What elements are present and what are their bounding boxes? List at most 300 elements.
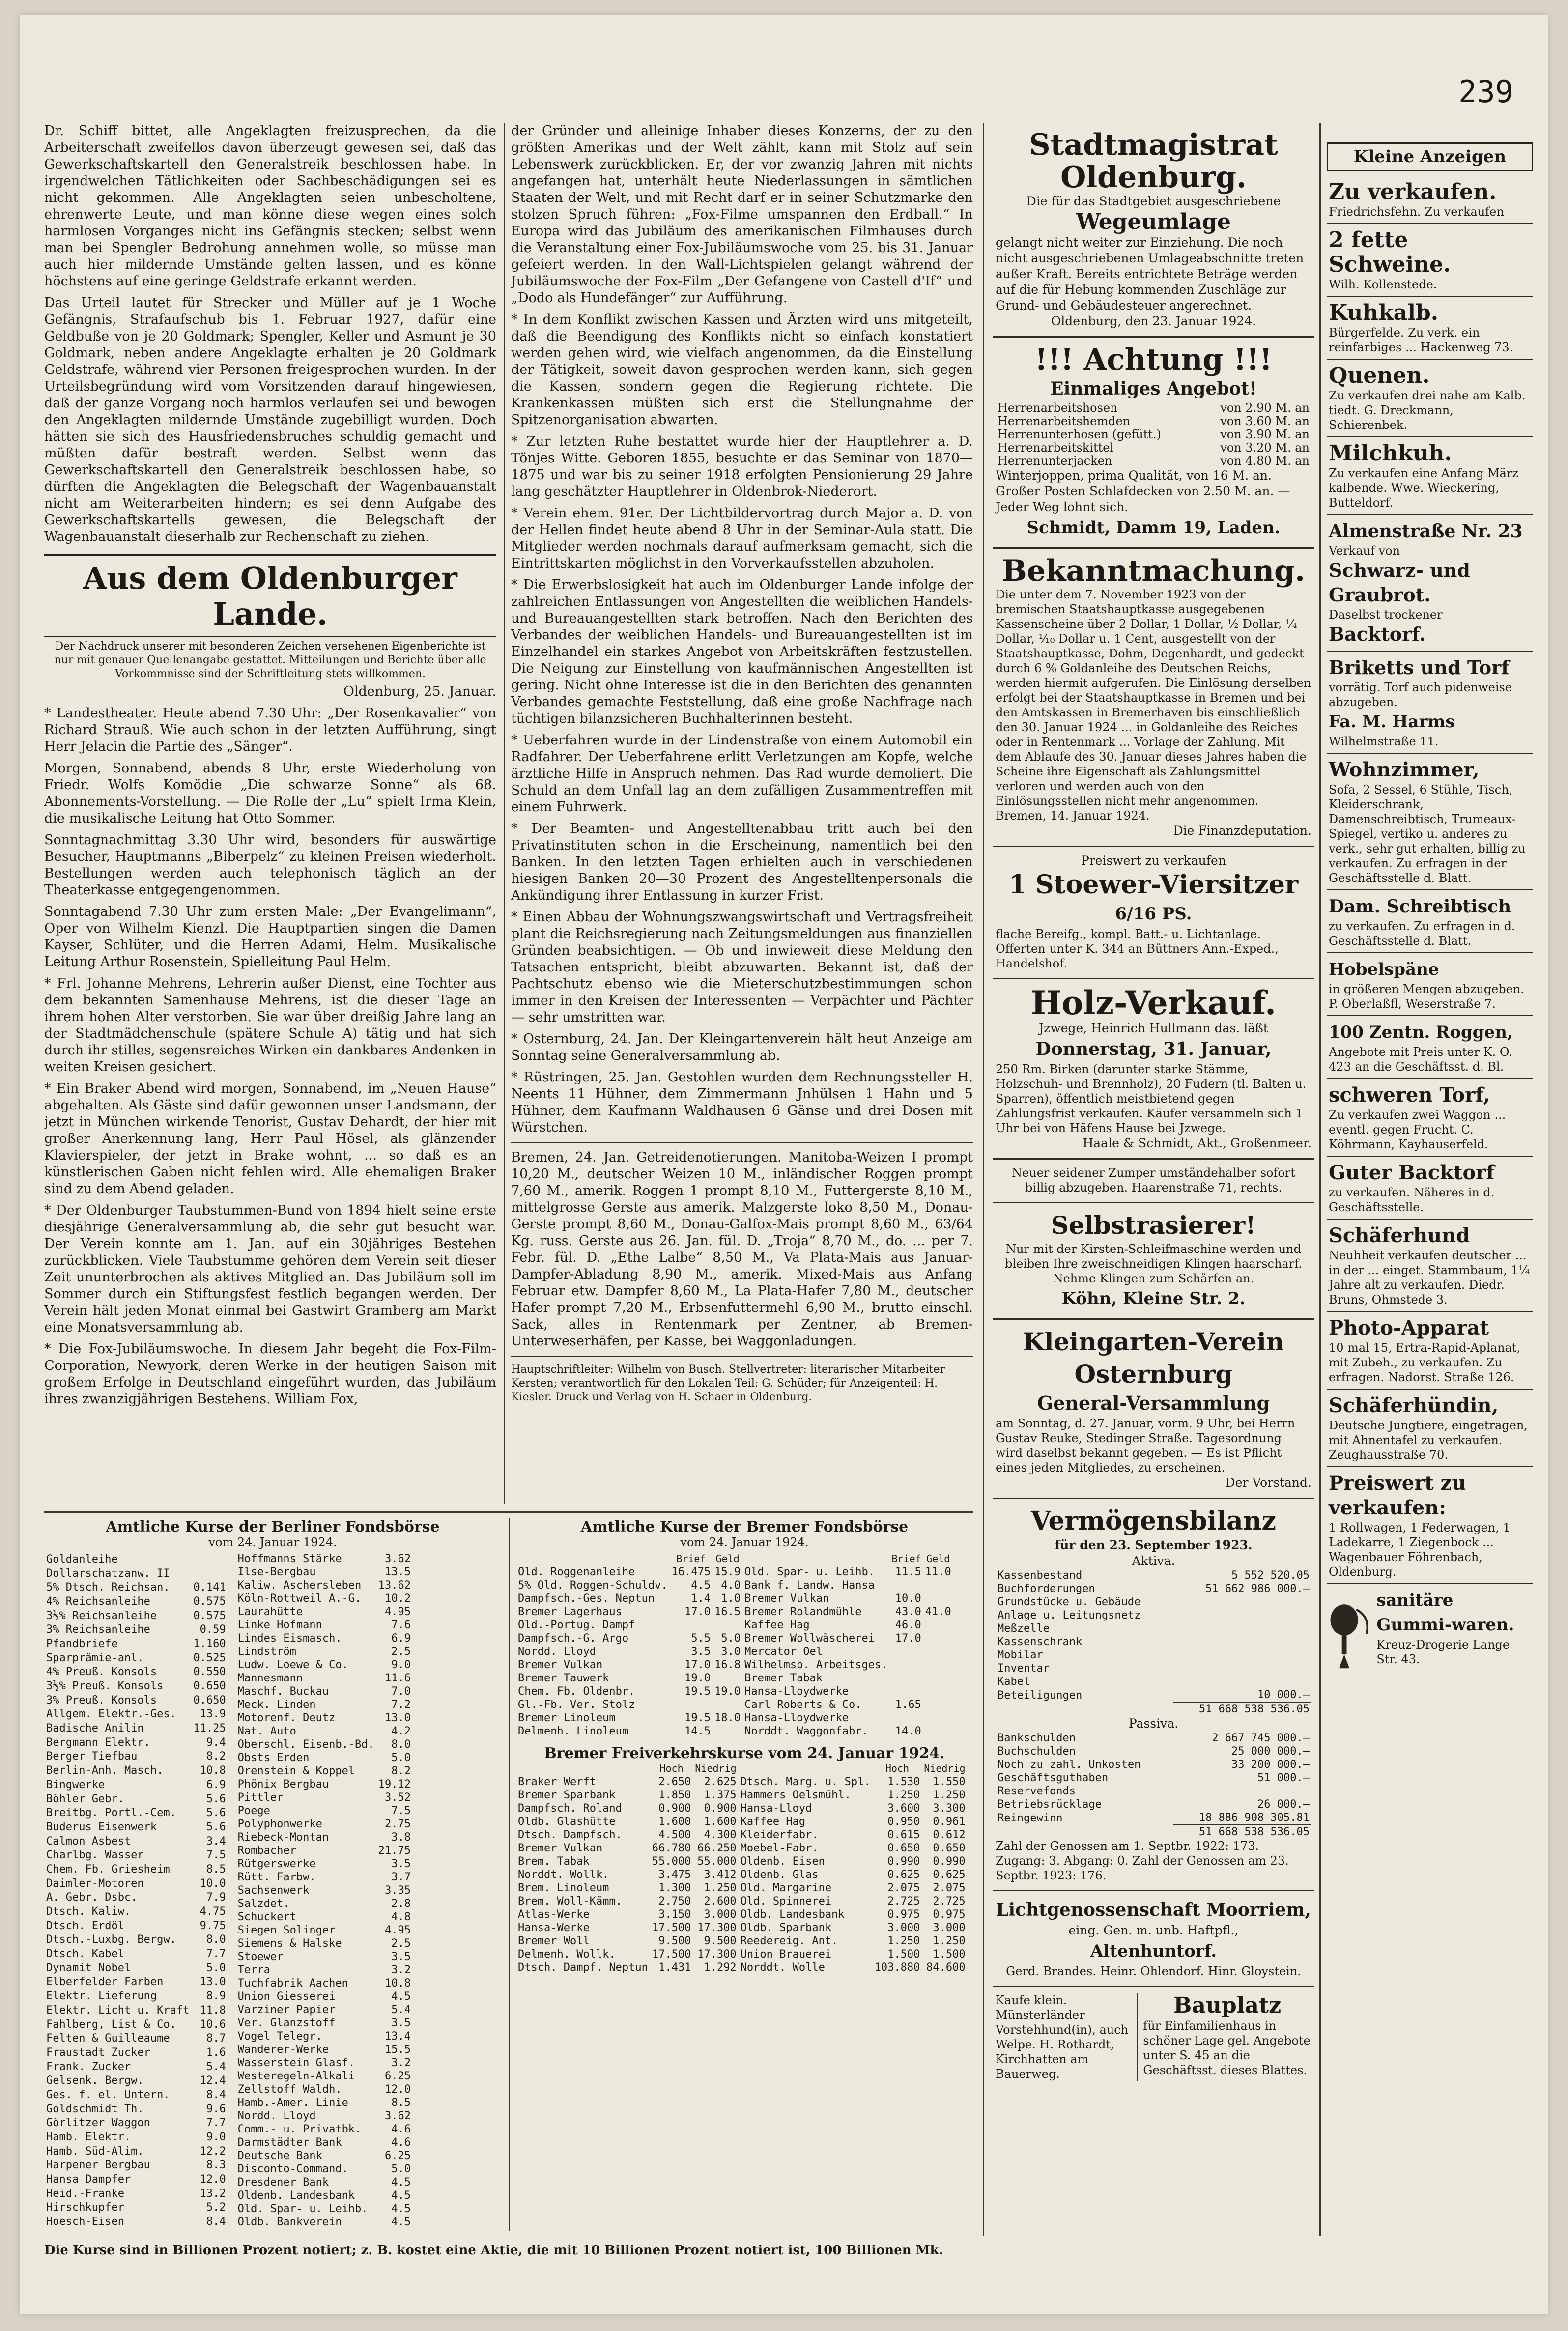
stock-value: 1.250 — [887, 1789, 920, 1801]
ad-heading: General-Versammlung — [1037, 1392, 1270, 1414]
stock-name: Chem. Fb. Oldenbr. — [518, 1685, 635, 1698]
table-row — [44, 2144, 228, 2159]
table-row — [516, 1815, 968, 1828]
classified-item — [1327, 297, 1533, 360]
stock-value: 19.0 — [684, 1672, 711, 1684]
table-title: Amtliche Kurse der Bremer Fondsbörse — [580, 1518, 909, 1535]
article-paragraph: * Zur letzten Ruhe bestattet wurde hier der Hauptlehrer a. D. Tönjes Witte. Geboren 1855, besuchte er das Seminar von 1870—1875 und war bis zu seiner 1918 erfolgten Pensionierung 29 Jahre lang geschätzter Hauptlehrer in Oldenbrok-Niederort. — [511, 434, 973, 499]
table-row — [236, 1963, 413, 1977]
stock-value — [923, 1645, 953, 1658]
stock-value: 4.500 — [658, 1829, 691, 1841]
stock-value: 9.500 — [704, 1935, 737, 1947]
stock-value: 2.5 — [391, 1646, 411, 1658]
table-row — [44, 1651, 228, 1665]
label: Kassenschrank — [998, 1636, 1083, 1648]
table-row — [236, 1672, 413, 1685]
stock-value: 0.141 — [193, 1581, 226, 1594]
stock-value: 9.0 — [391, 1659, 411, 1671]
stock-name: Old. Spar- u. Leihb. — [744, 1566, 875, 1578]
stock-name: Nordd. Lloyd — [237, 2110, 316, 2122]
table-row — [236, 2070, 413, 2083]
column-header: Geld — [926, 1553, 950, 1564]
stock-tables — [44, 1518, 973, 2231]
stock-value: 9.500 — [658, 1935, 691, 1947]
table-row — [44, 1820, 228, 1834]
stock-value: 5.4 — [206, 2060, 226, 2073]
stock-value: 4.95 — [385, 1606, 411, 1618]
ad-subtitle: Einmaliges Angebot! — [1050, 378, 1257, 399]
stock-value: 3.62 — [385, 2110, 411, 2122]
stock-name: Bremer Tauwerk — [518, 1672, 609, 1684]
stock-value: 10.0 — [895, 1592, 921, 1605]
stock-value: 7.7 — [206, 1948, 226, 1961]
stock-name: Bremer Lagerhaus — [518, 1606, 622, 1618]
stock-value: 19.5 — [684, 1685, 711, 1698]
section-divider — [44, 1511, 973, 1513]
stock-name: Varziner Papier — [237, 2004, 336, 2016]
stock-value: 1.292 — [704, 1961, 737, 1974]
table-row — [996, 1732, 1311, 1745]
stock-value: 16.8 — [714, 1659, 741, 1671]
offer-price: von 3.60 M. an — [1220, 414, 1310, 428]
stock-name: Atlas-Werke — [518, 1908, 590, 1921]
table-row — [236, 2003, 413, 2017]
ad-text: Winterjoppen, prima Qualität, von 16 M. an. Großer Posten Schlafdecken von 2.50 M. an. — Jeder Weg lohnt sich. — [996, 468, 1290, 514]
total: 51 668 538 536.05 — [1173, 1825, 1311, 1839]
table-row — [44, 2201, 228, 2215]
stock-name: Oberschl. Eisenb.-Bd. — [237, 1738, 374, 1751]
table-row — [516, 1632, 953, 1645]
classified-text: 1 Rollwagen, 1 Federwagen, 1 Ladekarre, 1 Ziegenbock ... Wagenbauer Föhrenbach, Oldenburg. — [1329, 1521, 1511, 1579]
classified-text: Zu verkaufen zwei Waggon ... eventl. gegen Frucht. C. Köhrmann, Kayhauserfeld. — [1329, 1108, 1506, 1151]
stock-value — [670, 1619, 713, 1632]
table-row — [236, 1924, 413, 1937]
table-row — [236, 1818, 413, 1831]
stock-name: Felten & Guilleaume — [46, 2032, 170, 2045]
stock-value: 0.650 — [193, 1680, 226, 1693]
stock-value — [713, 1698, 742, 1711]
table-header-row — [516, 1762, 968, 1775]
classified-item — [1327, 1584, 1533, 1690]
stock-name: Union Giesserei — [237, 1990, 336, 2003]
ad-title: Holz-Verkauf. — [1031, 984, 1276, 1022]
stock-name: Brem. Linoleum — [518, 1882, 609, 1894]
ad-signature: Gerd. Brandes. Heinr. Ohlendorf. Hinr. Gloystein. — [1006, 1964, 1301, 1978]
classified-heading: Fa. M. Harms — [1329, 712, 1455, 732]
classified-item — [1327, 437, 1533, 515]
stock-name: Brem. Woll-Kämm. — [518, 1895, 622, 1907]
table-row — [44, 1876, 228, 1891]
stock-name: Delmenh. Linoleum — [518, 1725, 629, 1737]
table-row — [996, 1675, 1311, 1688]
market-report: Bremen, 24. Jan. Getreidenotierungen. Manitoba-Weizen I prompt 10,20 M., deutscher Weizen 10 M., inländischer Roggen prompt 7,60 M., amerik. Roggen 1 prompt 8,10 M., Futtergerste 8,10 M., mittelgrosse Gerste aus amerik. Malzgerste loko 8,50 M., Donau-Gerste prompt 8,60 M., Donau-Galfox-Mais prompt 8,60 M., 63/64 Kg. russ. Gerste aus 26. Jan. fül. D. „Troja“ 8,70 M., do. ... per 7. Febr. fül. D. „Ethe Lalbe“ 8,50 M., Va Plata-Mais aus Januar-Dampfer-Abladung 8,90 M., amerik. Mixed-Mais aus Anfang Februar etw. Dampfer 8,60 M., La Plata-Hafer 7,80 M., deutscher Hafer prompt 7,20 M., Erbsenfuttermehl 6,90 M., brutto einschl. Sack, alles in Rentenmark per Zentner, ab Bremen-Unterweserhäfen, per Kasse, bei Waggonladungen. — [511, 1150, 973, 1349]
classified-heading: Quenen. — [1329, 363, 1430, 388]
ad-achtung — [993, 338, 1314, 549]
ad-title: Lichtgenossenschaft Moorriem, — [996, 1900, 1311, 1920]
classified-text: Friedrichsfehn. Zu verkaufen — [1329, 205, 1504, 219]
table-row — [236, 2030, 413, 2043]
ad-title: Vermögensbilanz — [1030, 1506, 1277, 1536]
ad-bauplatz — [993, 1987, 1314, 2088]
stock-name: Hansa-Lloydwerke — [744, 1685, 849, 1698]
classified-heading: Almenstraße Nr. 23 — [1329, 521, 1523, 541]
label: Kassenbestand — [998, 1569, 1083, 1582]
table-date: vom 24. Januar 1924. — [208, 1535, 337, 1549]
stock-value: 7.2 — [391, 1699, 411, 1711]
label: Anlage u. Leitungsnetz — [998, 1609, 1141, 1621]
stock-value: 2.5 — [391, 1937, 411, 1950]
stock-name: Tuchfabrik Aachen — [237, 1977, 348, 1990]
table-row — [516, 1961, 968, 1974]
stock-name: Salzdet. — [237, 1898, 290, 1910]
stock-name: Dynamit Nobel — [46, 1961, 131, 1974]
table-row — [516, 1934, 968, 1948]
stock-value: 13.2 — [200, 2187, 226, 2200]
table-row — [44, 2215, 228, 2229]
table-row — [44, 1735, 228, 1750]
stock-value: 0.625 — [887, 1869, 920, 1881]
stock-name: Daimler-Motoren — [46, 1877, 144, 1890]
stock-value: 4.5 — [691, 1579, 711, 1592]
stock-value — [923, 1592, 953, 1605]
table-row — [996, 1635, 1311, 1649]
ad-holz — [993, 979, 1314, 1160]
stock-value — [923, 1658, 953, 1672]
stock-name: Rombacher — [237, 1845, 296, 1857]
total-row — [996, 1702, 1311, 1716]
divider — [511, 1142, 973, 1143]
table-row — [44, 1552, 228, 1566]
stock-value: 8.5 — [391, 2097, 411, 2109]
stock-value: 5.0 — [391, 2163, 411, 2175]
column-header — [742, 1552, 889, 1565]
table-row — [516, 1855, 968, 1868]
stock-value — [923, 1672, 953, 1685]
stock-value: 55.000 — [697, 1855, 737, 1868]
ad-text: flache Bereifg., kompl. Batt.- u. Lichtanlage. Offerten unter K. 344 an Büttners Ann.-Exped., Handelshof. — [996, 927, 1279, 970]
stock-value: 1.250 — [887, 1935, 920, 1947]
value: 10 000.— — [1257, 1689, 1310, 1701]
classified-text: Zu verkaufen eine Anfang März kalbende. Wwe. Wieckering, Butteldorf. — [1329, 466, 1519, 510]
stock-value: 6.25 — [385, 2150, 411, 2162]
table-row — [516, 1868, 968, 1881]
stock-value: 2.8 — [391, 1898, 411, 1910]
table-row — [236, 1884, 413, 1897]
stock-value: 1.431 — [658, 1961, 691, 1974]
stock-name: Siegen Solinger — [237, 1924, 336, 1936]
stock-name: Delmenh. Wollk. — [518, 1948, 616, 1961]
value: 26 000.— — [1257, 1798, 1310, 1811]
ad-title: Bekanntmachung. — [1002, 554, 1305, 588]
dateline: Oldenburg, 25. Januar. — [343, 684, 496, 699]
stock-name: Fraustadt Zucker — [46, 2046, 150, 2059]
middle-column — [511, 123, 973, 1504]
stock-value: 13.5 — [385, 1566, 411, 1578]
ad-text: am Sonntag, d. 27. Januar, vorm. 9 Uhr, bei Herrn Gustav Reuke, Stedinger Straße. Tagesordnung wird daselbst bekannt gegeben. — Es ist Pflicht eines jeden Mitgliedes, zu erscheinen. — [996, 1417, 1295, 1475]
label: Geschäftsguthaben — [998, 1772, 1109, 1784]
table-row — [516, 1725, 953, 1738]
stock-value: 2.725 — [933, 1895, 966, 1907]
stock-value — [890, 1672, 923, 1685]
article-paragraph: Morgen, Sonnabend, abends 8 Uhr, erste Wiederholung von Friedr. Wolfs Komödie „Die schwarze Sonne“ als 68. Abonnements-Vorstellung. — Die Rolle der „Lu“ spielt Irma Klein, die musikalische Leitung hat Otto Sommer. — [44, 761, 496, 826]
stock-name: Oldenb. Landesbank — [237, 2189, 355, 2202]
classified-heading: 100 Zentn. Roggen, — [1329, 1023, 1513, 1042]
stock-name: A. Gebr. Dsbc. — [46, 1891, 138, 1904]
stock-name: Union Brauerei — [740, 1948, 832, 1961]
stock-value: 4.0 — [721, 1579, 741, 1592]
offer-row — [996, 455, 1311, 468]
shop-name: Köhn, Kleine Str. 2. — [1061, 1289, 1246, 1308]
stock-name: Darmstädter Bank — [237, 2136, 342, 2149]
stock-value: 1.250 — [933, 1789, 966, 1801]
stock-value: 12.0 — [200, 2173, 226, 2186]
stock-value: 5.0 — [206, 1961, 226, 1974]
stock-name: Dampfsch.-G. Argo — [518, 1632, 629, 1645]
stock-name: Schuckert — [237, 1911, 296, 1923]
ad-stadtmagistrat — [993, 123, 1314, 338]
stock-name: Charlbg. Wasser — [46, 1849, 144, 1862]
ad-heading: Donnerstag, 31. Januar, — [1035, 1039, 1272, 1059]
stock-value: 43.0 — [895, 1606, 921, 1618]
section-note: Der Nachdruck unserer mit besonderen Zeichen versehenen Eigenberichte ist nur mit genauer Quellenangabe gestattet. Mitteilungen und Berichte über alle Vorkommnisse sind der Schriftleitung stets willkommen. — [54, 640, 486, 680]
article-paragraph: Das Urteil lautet für Strecker und Müller auf je 1 Woche Gefängnis, Strafaufschub bis 1. Februar 1927, dafür eine Geldbuße von je 20 Goldmark; Spengler, Keller und Asmunt je 30 Goldmark, neben andere Angeklagte erhalten je 20 Goldmark Geldstrafe, während vier Personen freigesprochen wurden. In der Urteilsbegründung wird vom Vorsitzenden darauf hingewiesen, daß der ganze Vorgang noch harmlos verlaufen sei und bewogen den Angeklagten mildernde Umstände zugebilligt wurden. Doch hätten sie sich des Hausfriedensbruches schuldig gemacht und müßten dafür bestraft werden. Selbst wenn das Gewerkschaftskartell den Generalstreik beschlossen habe, so dürften die Angeklagten die Belegschaft der Wagenbauanstalt nicht am Weiterarbeiten hindern; es sei denn Aufgabe des Gewerkschaftskartells gewesen, die Belegschaft der Wagenbauanstalt dieserhalb zur Rechenschaft zu ziehen. — [44, 295, 496, 544]
ad-bilanz — [993, 1499, 1314, 1891]
table-row — [236, 2096, 413, 2109]
stock-name: Siemens & Halske — [237, 1937, 342, 1950]
table-row — [236, 1804, 413, 1818]
ad-signature: Haale & Schmidt, Akt., Großenmeer. — [1083, 1136, 1311, 1150]
label: Kabel — [998, 1676, 1030, 1688]
stock-name: Bergmann Elektr. — [46, 1736, 150, 1749]
column-header — [739, 1762, 873, 1775]
stock-name: Brem. Tabak — [518, 1855, 590, 1868]
berlin-table-right — [236, 1552, 413, 2229]
table-row — [996, 1811, 1311, 1825]
stock-name: Old. Margarine — [740, 1882, 832, 1894]
stock-name: Disconto-Command. — [237, 2163, 348, 2175]
stock-value: 0.650 — [193, 1694, 226, 1706]
offer-row — [996, 415, 1311, 428]
stock-value: 16.5 — [714, 1606, 741, 1618]
aktiva-table — [996, 1569, 1311, 1716]
stock-value: 17.500 — [652, 1922, 691, 1934]
stock-name: Böhler Gebr. — [46, 1792, 124, 1805]
stock-value: 11.25 — [193, 1722, 226, 1735]
stock-value: 6.9 — [206, 1778, 226, 1791]
ad-title: 1 Stoewer-Viersitzer — [1008, 870, 1299, 900]
table-row — [44, 1637, 228, 1651]
stock-value: 7.5 — [391, 1805, 411, 1817]
stock-name: Nat. Auto — [237, 1725, 296, 1737]
stock-value: 0.650 — [887, 1842, 920, 1854]
stock-value: 0.650 — [933, 1842, 966, 1854]
classified-item — [1327, 1220, 1533, 1312]
offer-price: von 3.90 M. an — [1220, 427, 1310, 441]
table-row — [44, 2159, 228, 2173]
table-row — [44, 1566, 228, 1581]
stock-value: 3.8 — [391, 1831, 411, 1844]
ad-title: Stadtmagistrat Oldenburg. — [1029, 128, 1278, 195]
value — [1173, 1595, 1311, 1609]
stock-name: Ver. Glanzstoff — [237, 2017, 336, 2029]
table-row — [996, 1758, 1311, 1771]
table-row — [236, 1725, 413, 1738]
stock-value: 3.000 — [887, 1922, 920, 1934]
table-row — [516, 1605, 953, 1619]
stock-value: 11.6 — [385, 1672, 411, 1684]
ad-zumper — [993, 1160, 1314, 1203]
classified-heading: Dam. Schreibtisch — [1329, 896, 1511, 917]
classified-item — [1327, 224, 1533, 297]
stock-value: 1.65 — [895, 1699, 921, 1711]
stock-name: Old. Roggenanleihe — [518, 1566, 635, 1578]
table-row — [44, 1919, 228, 1933]
stock-value — [923, 1698, 953, 1711]
table-row — [236, 1751, 413, 1764]
stock-name: Norddt. Wolle — [740, 1961, 825, 1974]
classifieds-header: Kleine Anzeigen — [1327, 142, 1533, 171]
bremen-free-table — [516, 1762, 968, 1974]
table-row — [516, 1579, 953, 1592]
stock-name: Buderus Eisenwerk — [46, 1820, 157, 1833]
table-row — [44, 2130, 228, 2144]
stock-value — [923, 1685, 953, 1698]
stock-name: Bremer Wollwäscherei — [744, 1632, 875, 1645]
table-row — [236, 2216, 413, 2229]
table-row — [44, 1792, 228, 1806]
syringe-icon — [1329, 1588, 1373, 1686]
value: 5 552 520.05 — [1231, 1569, 1310, 1582]
label: Reservefonds — [998, 1785, 1076, 1797]
stock-name: Berger Tiefbau — [46, 1750, 138, 1763]
stock-name: Wanderer-Werke — [237, 2044, 329, 2056]
stock-value: 12.4 — [200, 2075, 226, 2087]
table-row — [44, 2088, 228, 2102]
stock-value: 1.550 — [933, 1776, 966, 1788]
value — [1173, 1785, 1311, 1798]
classified-text: Kreuz-Drogerie Lange Str. 43. — [1376, 1638, 1510, 1666]
stock-name: Ludw. Loewe & Co. — [237, 1659, 348, 1671]
table-row — [44, 1891, 228, 1905]
stock-value: 0.990 — [933, 1855, 966, 1868]
stock-name: Obsts Erden — [237, 1752, 310, 1764]
value — [1173, 1635, 1311, 1649]
stock-name: Elektr. Licht u. Kraft — [46, 2004, 190, 2017]
offer-price: von 2.90 M. an — [1220, 401, 1310, 415]
label: Inventar — [998, 1662, 1050, 1675]
label: Meßzelle — [998, 1622, 1050, 1635]
stock-name: Linke Hofmann — [237, 1619, 322, 1631]
label: Buchforderungen — [998, 1583, 1095, 1595]
stock-name: Lindes Eismasch. — [237, 1632, 342, 1645]
bremen-exchange — [516, 1518, 973, 2231]
classified-text: zu verkaufen. Zu erfragen in d. Geschäftsstelle d. Blatt. — [1329, 919, 1515, 948]
table-row — [236, 1579, 413, 1592]
offer-item: Herrenunterhosen (gefütt.) — [998, 427, 1162, 441]
berlin-table-left — [44, 1552, 228, 2229]
table-row — [516, 1619, 953, 1632]
classified-text: Verkauf von — [1329, 544, 1400, 558]
stock-value: 46.0 — [895, 1619, 921, 1631]
table-row — [236, 2202, 413, 2216]
stock-value: 8.2 — [391, 1765, 411, 1777]
stock-value: 1.250 — [933, 1935, 966, 1947]
stock-name: Nordd. Lloyd — [518, 1646, 596, 1658]
table-row — [44, 2074, 228, 2088]
classified-heading: 2 fette Schweine. — [1329, 227, 1451, 277]
classified-item — [1327, 1390, 1533, 1467]
stock-value: 1.300 — [658, 1882, 691, 1894]
stock-name: Hoffmanns Stärke — [237, 1553, 342, 1565]
stock-value: 3.2 — [391, 2057, 411, 2069]
stock-value: 0.612 — [933, 1829, 966, 1841]
stock-value: 8.4 — [206, 2088, 226, 2101]
berlin-exchange — [44, 1518, 501, 2231]
classified-text: Deutsche Jungtiere, eingetragen, mit Ahnentafel zu verkaufen. Zeughausstraße 70. — [1329, 1419, 1528, 1462]
stock-value: 2.75 — [385, 1818, 411, 1830]
stock-value: 15.9 — [714, 1566, 741, 1578]
stock-name: Hoesch-Eisen — [46, 2216, 124, 2228]
stock-value: 0.900 — [704, 1802, 737, 1815]
ad-date: Bremen, 14. Januar 1924. — [996, 809, 1150, 823]
offer-item: Herrenunterjacken — [998, 454, 1112, 468]
stock-name: 3% Reichsanleihe — [46, 1623, 150, 1636]
classified-heading: Wohnzimmer, — [1329, 758, 1480, 781]
stock-value: 13.62 — [378, 1579, 411, 1592]
stock-value: 8.7 — [206, 2032, 226, 2045]
stock-name: Orenstein & Koppel — [237, 1765, 355, 1777]
stock-name: Polyphonwerke — [237, 1818, 322, 1830]
stock-name: Elektr. Lieferung — [46, 1990, 157, 2003]
stock-name: 4% Reichsanleihe — [46, 1595, 150, 1608]
stock-value: 0.900 — [658, 1802, 691, 1815]
label: Beteiligungen — [998, 1689, 1083, 1702]
stock-value: 0.550 — [193, 1666, 226, 1678]
stock-value: 84.600 — [926, 1961, 966, 1974]
table-row — [44, 1848, 228, 1862]
ad-subtitle: 6/16 PS. — [1115, 904, 1192, 924]
stock-value: 1.4 — [691, 1592, 711, 1605]
stock-value: 3.475 — [658, 1869, 691, 1881]
table-row — [44, 2003, 228, 2018]
ad-text: für Einfamilienhaus in schöner Lage gel. Angebote unter S. 45 an die Geschäftsst. dieses Blattes. — [1143, 2019, 1311, 2077]
classified-item — [1327, 1016, 1533, 1079]
stock-value: 3.000 — [933, 1922, 966, 1934]
stock-name: Heid.-Franke — [46, 2187, 124, 2200]
stock-value — [713, 1725, 742, 1738]
stock-name: Wilhelmsb. Arbeitsges. — [744, 1659, 888, 1671]
table-row — [236, 1831, 413, 1844]
table-row — [236, 1764, 413, 1778]
total: 51 668 538 536.05 — [1173, 1702, 1311, 1716]
stock-value: 3.5 — [391, 2017, 411, 2029]
table-row — [44, 1961, 228, 1975]
stock-value: 1.6 — [206, 2046, 226, 2059]
stock-value: 3.000 — [704, 1908, 737, 1921]
stock-value: 9.6 — [206, 2103, 226, 2115]
stock-name: Old. Spar- u. Leihb. — [237, 2203, 368, 2215]
offer-row — [996, 441, 1311, 455]
stock-name: Oldb. Bankverein — [237, 2216, 342, 2228]
table-row — [516, 1711, 953, 1725]
stock-value — [890, 1711, 923, 1725]
stock-name: 3½% Preuß. Konsols — [46, 1680, 164, 1693]
label: Buchschulden — [998, 1745, 1076, 1758]
stock-value: 4.5 — [391, 2203, 411, 2215]
table-row — [996, 1745, 1311, 1758]
stock-value: 17.0 — [895, 1632, 921, 1645]
stock-name: Bremer Vulkan — [518, 1842, 603, 1854]
